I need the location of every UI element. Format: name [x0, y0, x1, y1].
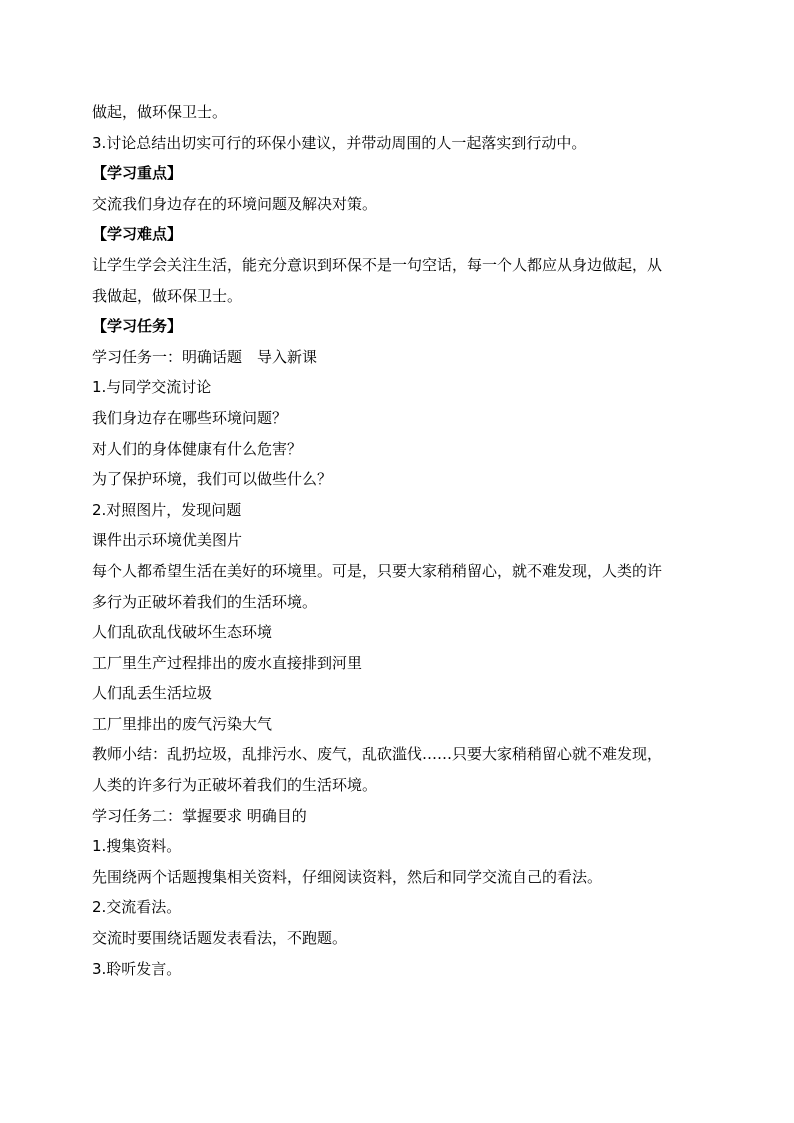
text-line: 人类的许多行为正破坏着我们的生活环境。	[92, 776, 378, 795]
text-line: 交流我们身边存在的环境问题及解决对策。	[92, 194, 378, 213]
text-line: 3.讨论总结出切实可行的环保小建议，并带动周围的人一起落实到行动中。	[92, 133, 587, 152]
text-line: 每个人都希望生活在美好的环境里。可是，只要大家稍稍留心，就不难发现，人类的许	[92, 561, 663, 580]
text-line: 让学生学会关注生活，能充分意识到环保不是一句空话，每一个人都应从身边做起，从	[92, 255, 663, 274]
text-line: 多行为正破坏着我们的生活环境。	[92, 592, 318, 611]
task-heading: 学习任务二：掌握要求 明确目的	[92, 806, 307, 825]
section-heading-tasks: 【学习任务】	[92, 317, 183, 336]
text-line: 先围绕两个话题搜集相关资料，仔细阅读资料，然后和同学交流自己的看法。	[92, 867, 603, 886]
text-line: 人们乱砍乱伐破坏生态环境	[92, 623, 273, 642]
text-line: 教师小结：乱扔垃圾，乱排污水、废气，乱砍滥伐……只要大家稍稍留心就不难发现，	[92, 745, 663, 764]
text-line: 人们乱丢生活垃圾	[92, 684, 213, 703]
text-line: 课件出示环境优美图片	[92, 531, 243, 550]
task-heading: 学习任务一：明确话题 导入新课	[92, 347, 318, 366]
text-line: 2.对照图片，发现问题	[92, 500, 242, 519]
document-body	[92, 97, 712, 984]
text-line: 工厂里排出的废气污染大气	[92, 714, 273, 733]
text-line: 对人们的身体健康有什么危害？	[92, 439, 303, 458]
text-line: 3.聆听发言。	[92, 959, 182, 978]
section-heading-difficulties: 【学习难点】	[92, 225, 183, 244]
text-line: 我们身边存在哪些环境问题？	[92, 408, 288, 427]
text-line: 2.交流看法。	[92, 898, 182, 917]
text-line: 为了保护环境，我们可以做些什么？	[92, 470, 333, 489]
section-heading-key-points: 【学习重点】	[92, 164, 183, 183]
text-line: 1.与同学交流讨论	[92, 378, 212, 397]
text-line: 交流时要围绕话题发表看法，不跑题。	[92, 929, 348, 948]
text-line: 我做起，做环保卫士。	[92, 286, 243, 305]
text-line: 1.搜集资料。	[92, 837, 182, 856]
text-line: 做起，做环保卫士。	[92, 103, 228, 121]
text-line: 工厂里生产过程排出的废水直接排到河里	[92, 653, 363, 672]
